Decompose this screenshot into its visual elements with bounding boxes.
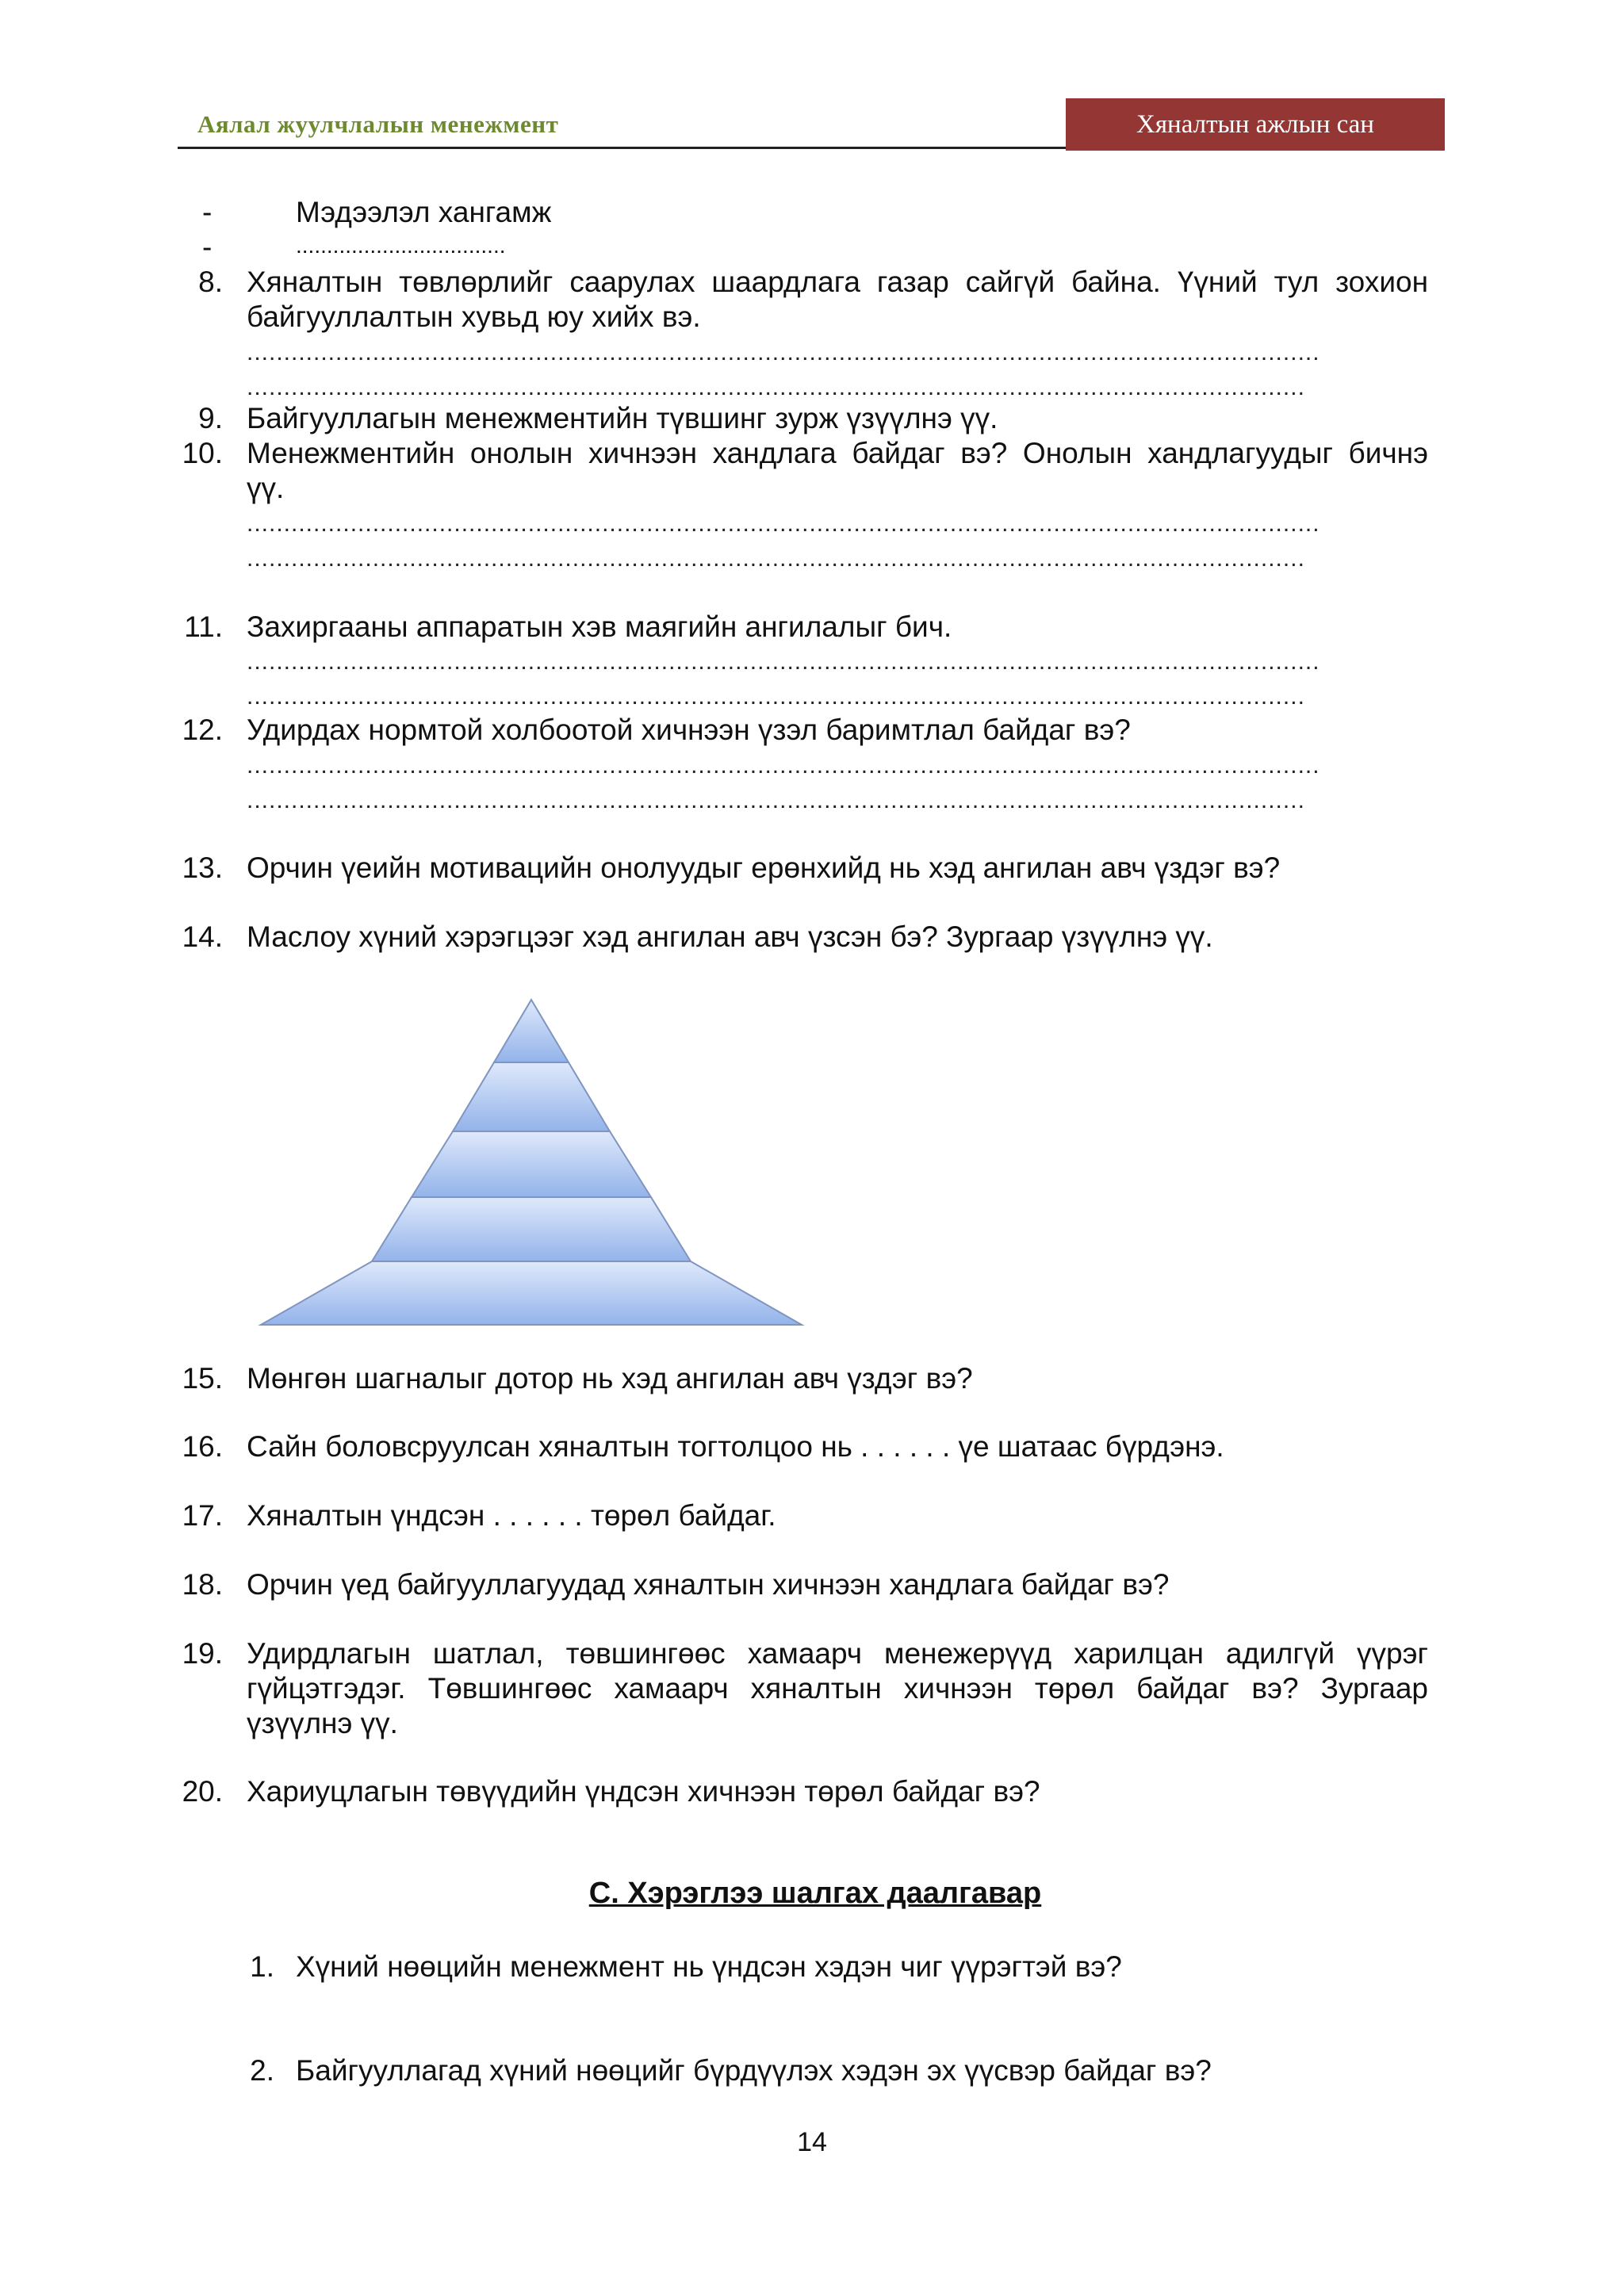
answer-line: ................................................................................................................................................. bbox=[247, 650, 1320, 674]
section-c-title: С. Хэрэглээ шалгах даалгавар bbox=[588, 1877, 1042, 1910]
question-15-text: Мөнгөн шагналыг дотор нь хэд ангилан авч үздэг вэ? bbox=[247, 1362, 973, 1395]
question-12-text: Удирдах нормтой холбоотой хичнээн үзэл баримтлал байдаг вэ? bbox=[247, 714, 1131, 746]
question-number: 14. bbox=[182, 920, 223, 953]
bullet-item-info-supply: Мэдээлэл хангамж bbox=[296, 196, 552, 228]
question-number: 17. bbox=[182, 1499, 223, 1532]
pyramid-level-3 bbox=[412, 1131, 651, 1197]
question-number: 8. bbox=[198, 266, 223, 298]
question-11-text: Захиргааны аппаратын хэв маягийн ангилалыг бич. bbox=[247, 610, 952, 643]
question-8-line-1: Хяналтын төвлөрлийг саарулах шаардлага газар сайгүй байна. Үүний тул зохион bbox=[247, 266, 1428, 298]
answer-line: ............................................................................................................................................... bbox=[247, 789, 1305, 813]
bullet-item-blank: .................................. bbox=[296, 233, 506, 258]
question-17-text: Хяналтын үндсэн . . . . . . төрөл байдаг. bbox=[247, 1499, 776, 1532]
pyramid-level-5 bbox=[261, 1261, 802, 1325]
question-19-line-3: үзүүлнэ үү. bbox=[247, 1707, 398, 1739]
question-number: 1. bbox=[250, 1950, 274, 1983]
header-document-title: Аялал жуулчлалын менежмент bbox=[197, 110, 559, 138]
question-19-line-1: Удирдлагын шатлал, төвшингөөс хамаарч менежерүүд харилцан адилгүй үүрэг bbox=[247, 1637, 1428, 1670]
pyramid-level-2 bbox=[453, 1062, 610, 1131]
question-number: 16. bbox=[182, 1430, 223, 1463]
question-number: 13. bbox=[182, 851, 223, 884]
question-number: 18. bbox=[182, 1568, 223, 1601]
question-number: 11. bbox=[184, 610, 223, 643]
answer-line: ................................................................................................................................................. bbox=[247, 754, 1320, 778]
maslow-pyramid-diagram bbox=[258, 995, 805, 1328]
question-9-text: Байгууллагын менежментийн түвшинг зурж үзүүлнэ үү. bbox=[247, 402, 998, 434]
question-10-line-1: Менежментийн онолын хичнээн хандлага байдаг вэ? Онолын хандлагуудыг бичнэ bbox=[247, 437, 1428, 469]
question-18-text: Орчин үед байгууллагуудад хяналтын хичнээн хандлага байдаг вэ? bbox=[247, 1568, 1170, 1601]
question-10-line-2: үү. bbox=[247, 472, 285, 504]
question-19-line-2: гүйцэтгэдэг. Төвшингөөс хамаарч хяналтын хичнээн төрөл байдаг вэ? Зургаар bbox=[247, 1672, 1428, 1705]
pyramid-level-4 bbox=[372, 1197, 691, 1261]
question-number: 10. bbox=[182, 437, 223, 469]
section-c-question-2-text: Байгууллагад хүний нөөцийг бүрдүүлэх хэдэн эх үүсвэр байдаг вэ? bbox=[296, 2054, 1212, 2087]
question-number: 2. bbox=[250, 2054, 274, 2087]
header-section-badge: Хяналтын ажлын сан bbox=[1066, 98, 1445, 151]
question-number: 9. bbox=[198, 402, 223, 434]
bullet-dash: - bbox=[202, 196, 213, 228]
question-number: 19. bbox=[182, 1637, 223, 1670]
bullet-dash: - bbox=[202, 231, 213, 263]
question-13-text: Орчин үеийн мотивацийн онолуудыг ерөнхийд нь хэд ангилан авч үздэг вэ? bbox=[247, 851, 1281, 884]
question-20-text: Хариуцлагын төвүүдийн үндсэн хичнээн төрөл байдаг вэ? bbox=[247, 1775, 1040, 1808]
answer-line: ................................................................................................................................................. bbox=[247, 341, 1320, 365]
section-c-question-1-text: Хүний нөөцийн менежмент нь үндсэн хэдэн чиг үүрэгтэй вэ? bbox=[296, 1950, 1122, 1983]
header-rule bbox=[178, 147, 1066, 149]
answer-line: ............................................................................................................................................... bbox=[247, 376, 1305, 400]
answer-line: ................................................................................................................................................. bbox=[247, 512, 1320, 536]
answer-line: ............................................................................................................................................... bbox=[247, 685, 1305, 709]
question-8-line-2: байгууллалтын хувьд юу хийх вэ. bbox=[247, 300, 701, 333]
answer-line: ............................................................................................................................................... bbox=[247, 547, 1305, 571]
question-number: 15. bbox=[182, 1362, 223, 1395]
question-number: 20. bbox=[182, 1775, 223, 1808]
question-14-text: Маслоу хүний хэрэгцээг хэд ангилан авч үзсэн бэ? Зургаар үзүүлнэ үү. bbox=[247, 920, 1213, 953]
pyramid-level-1 bbox=[494, 1000, 569, 1062]
question-number: 12. bbox=[182, 714, 223, 746]
page-number: 14 bbox=[797, 2127, 827, 2157]
question-16-text: Сайн боловсруулсан хяналтын тогтолцоо нь . . . . . . үе шатаас бүрдэнэ. bbox=[247, 1430, 1224, 1463]
